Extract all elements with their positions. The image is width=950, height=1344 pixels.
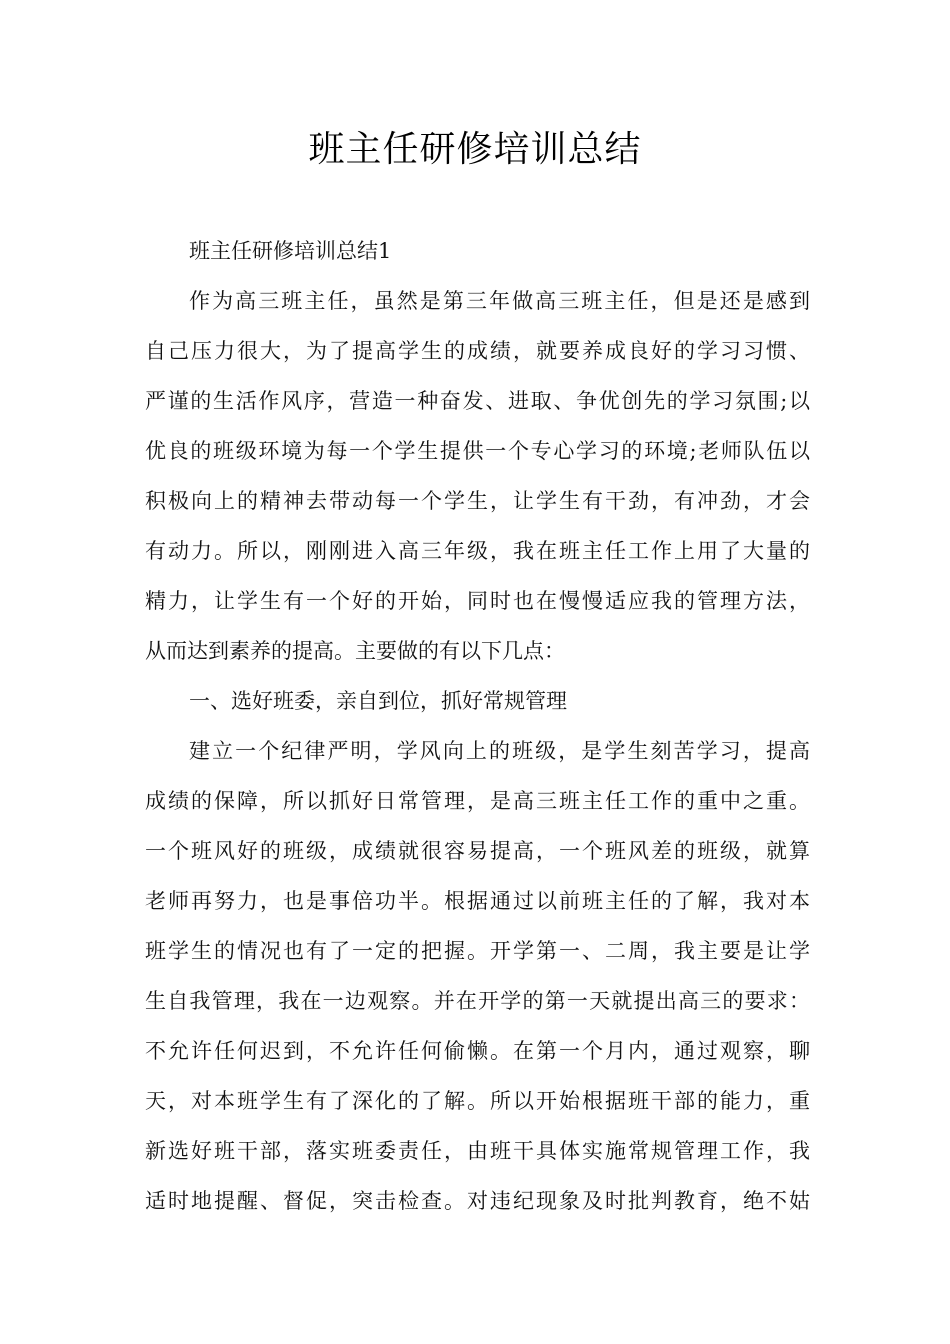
paragraph-line: 自己压力很大，为了提高学生的成绩，就要养成良好的学习习惯、 (145, 339, 810, 363)
paragraph-line: 一、选好班委，亲自到位，抓好常规管理 (189, 689, 567, 713)
paragraph-line: 从而达到素养的提高。主要做的有以下几点： (145, 639, 565, 663)
paragraph-line: 适时地提醒、督促，突击检查。对违纪现象及时批判教育，绝不姑 (145, 1189, 810, 1213)
paragraph-line: 班主任研修培训总结1 (189, 239, 392, 263)
paragraph-line: 建立一个纪律严明，学风向上的班级，是学生刻苦学习，提高 (189, 739, 810, 763)
paragraph-line: 优良的班级环境为每一个学生提供一个专心学习的环境;老师队伍以 (145, 439, 810, 463)
paragraph-line: 有动力。所以，刚刚进入高三年级，我在班主任工作上用了大量的 (145, 539, 810, 563)
paragraph-line: 积极向上的精神去带动每一个学生，让学生有干劲，有冲劲，才会 (145, 489, 810, 513)
paragraph-line: 班学生的情况也有了一定的把握。开学第一、二周，我主要是让学 (145, 939, 810, 963)
paragraph-line: 严谨的生活作风序，营造一种奋发、进取、争优创先的学习氛围;以 (145, 389, 810, 413)
paragraph-line: 成绩的保障，所以抓好日常管理，是高三班主任工作的重中之重。 (145, 789, 810, 813)
paragraph-line: 精力，让学生有一个好的开始，同时也在慢慢适应我的管理方法， (145, 589, 810, 613)
document-title: 班主任研修培训总结 (308, 129, 642, 170)
paragraph-line: 生自我管理，我在一边观察。并在开学的第一天就提出高三的要求： (145, 989, 810, 1013)
paragraph-line: 天，对本班学生有了深化的了解。所以开始根据班干部的能力，重 (145, 1089, 810, 1113)
paragraph-line: 作为高三班主任，虽然是第三年做高三班主任，但是还是感到 (189, 289, 810, 313)
paragraph-line: 一个班风好的班级，成绩就很容易提高，一个班风差的班级，就算 (145, 839, 810, 863)
paragraph-line: 新选好班干部，落实班委责任，由班干具体实施常规管理工作，我 (145, 1139, 810, 1163)
paragraph-line: 不允许任何迟到，不允许任何偷懒。在第一个月内，通过观察，聊 (145, 1039, 810, 1063)
document-body (145, 226, 810, 1226)
paragraph-line: 老师再努力，也是事倍功半。根据通过以前班主任的了解，我对本 (145, 889, 810, 913)
